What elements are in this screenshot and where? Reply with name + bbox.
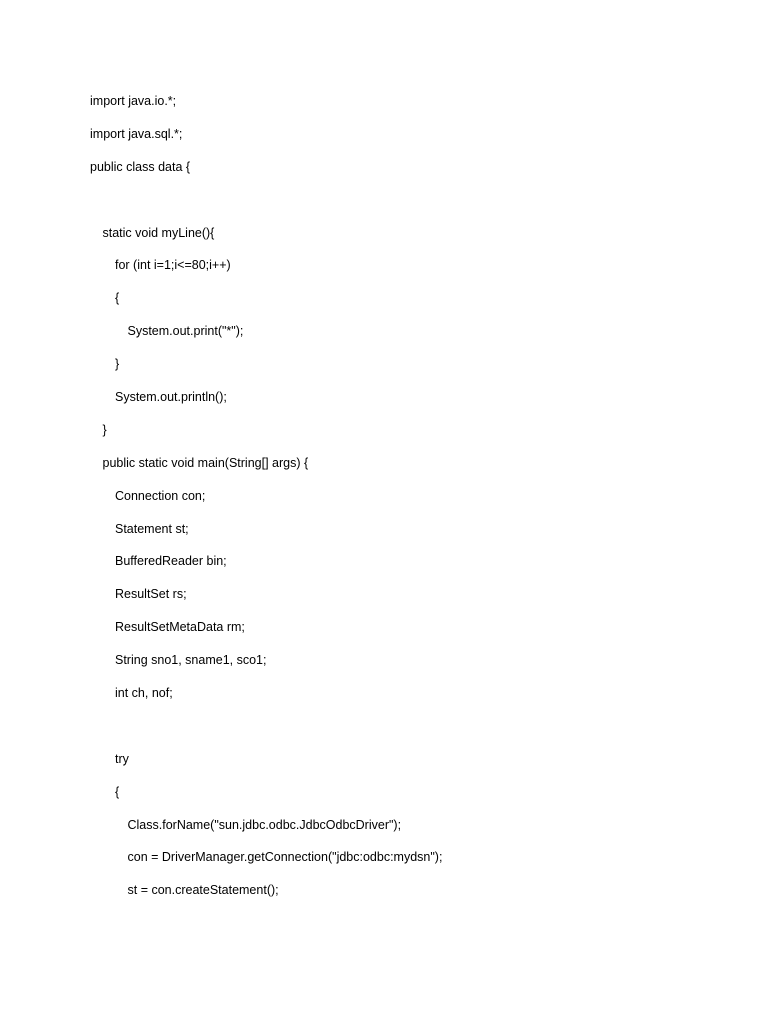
blank-line bbox=[90, 191, 730, 224]
code-line: BufferedReader bin; bbox=[115, 554, 227, 569]
code-line: String sno1, sname1, sco1; bbox=[115, 653, 267, 668]
code-line: public static void main(String[] args) { bbox=[102, 455, 309, 470]
code-line: ResultSetMetaData rm; bbox=[115, 620, 245, 635]
code-line: System.out.println(); bbox=[115, 390, 227, 405]
code-listing bbox=[90, 92, 730, 914]
code-line: for (int i=1;i<=80;i++) bbox=[115, 258, 231, 273]
code-line: con = DriverManager.getConnection("jdbc:odbc:mydsn"); bbox=[127, 850, 443, 865]
code-line: try bbox=[115, 751, 129, 766]
code-line: import java.sql.*; bbox=[90, 126, 183, 141]
code-line: public class data { bbox=[90, 159, 191, 174]
code-line: } bbox=[102, 422, 107, 437]
code-line: import java.io.*; bbox=[90, 94, 177, 108]
code-line: Statement st; bbox=[115, 521, 189, 536]
code-line: System.out.print("*"); bbox=[127, 324, 244, 339]
code-line: st = con.createStatement(); bbox=[127, 883, 279, 898]
code-line: { bbox=[115, 291, 120, 306]
code-line: int ch, nof; bbox=[115, 686, 173, 701]
code-line: Class.forName("sun.jdbc.odbc.JdbcOdbcDriver"); bbox=[127, 817, 402, 832]
code-line: Connection con; bbox=[115, 488, 206, 503]
code-line: ResultSet rs; bbox=[115, 587, 187, 602]
blank-line bbox=[90, 717, 730, 750]
code-line: } bbox=[115, 357, 120, 372]
code-line: static void myLine(){ bbox=[102, 225, 215, 240]
code-line: { bbox=[115, 784, 120, 799]
